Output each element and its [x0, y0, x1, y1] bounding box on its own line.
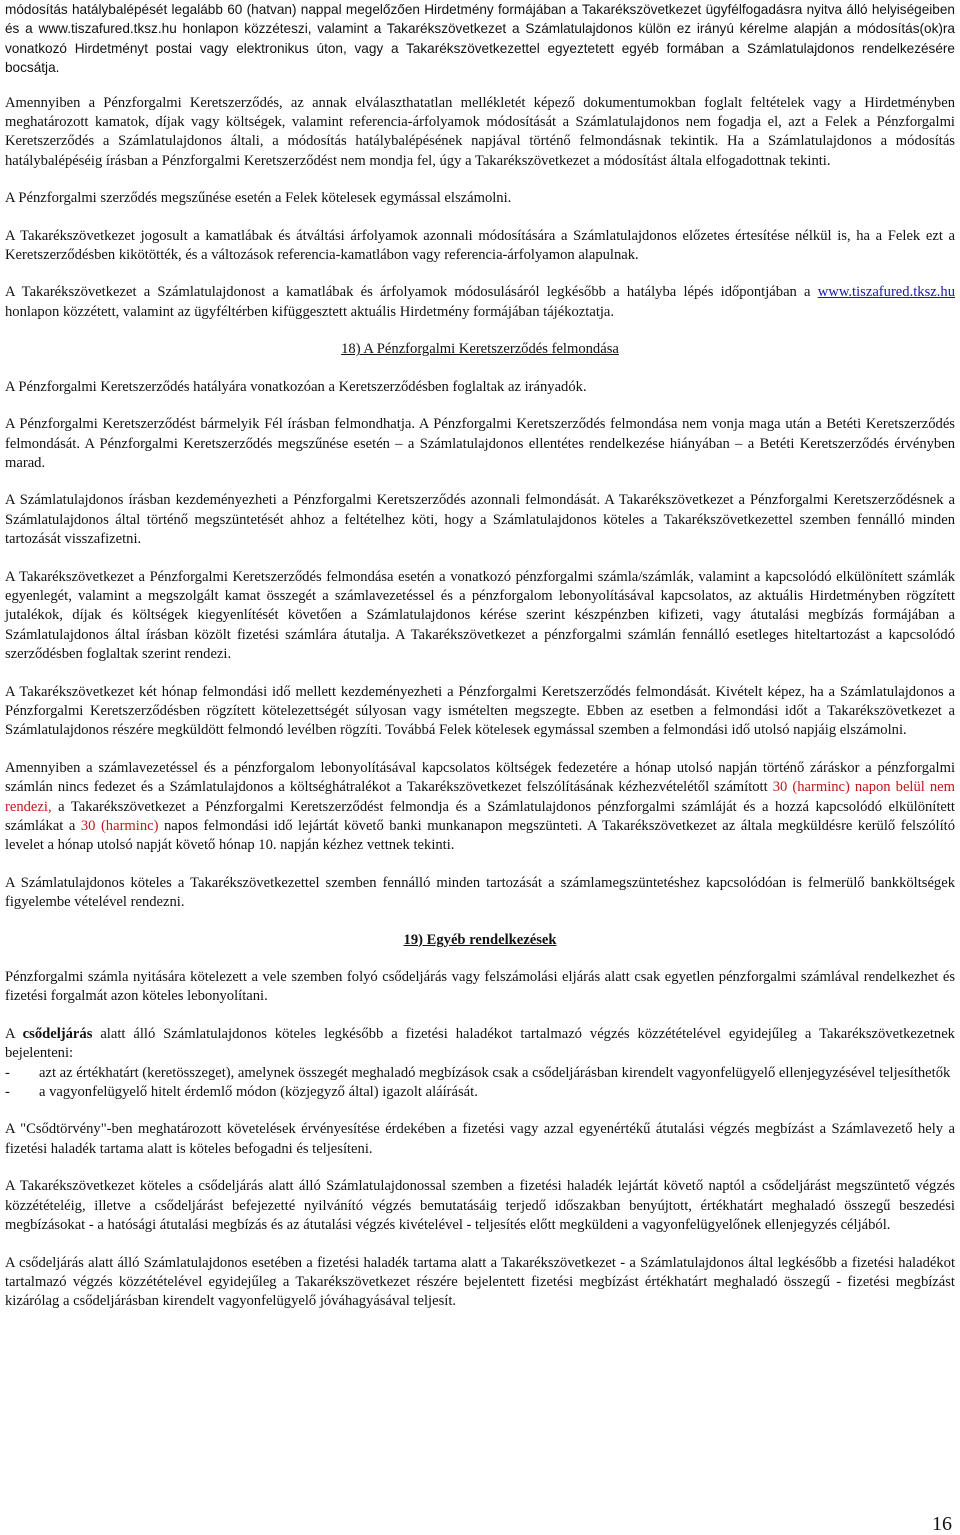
paragraph-rate-change: A Takarékszövetkezet jogosult a kamatlábak és átváltási árfolyamok azonnali módosítására a Számlatulajdonos előzetes értesítése nélkül is, ha a Felek ezt a Keretszerződésben kikötötték, és a változások referencia-kamatlábon vagy referencia-árfolyamon alapulnak. — [5, 227, 955, 264]
bold-term: csődeljárás — [22, 1025, 93, 1042]
paragraph-payment-approval: A csődeljárás alatt álló Számlatulajdonos esetében a fizetési haladék tartama alatt a Takarékszövetkezet - a Számlatulajdonos által legkésőbb a fizetési haladékot tartalmazó végzés közzétételével egyidejűleg a Takarékszövetkezet részére bejelentett fizetési megbízást értékhatárt meghaladó összegű - fizetési megbízást kizárólag a csődeljárásban kirendelt vagyonfelügyelő jóváhagyásával teljesít. — [5, 1254, 955, 1310]
paragraph-rate-notification: A Takarékszövetkezet a Számlatulajdonost a kamatlábak és árfolyamok módosulásáról legkésőbb a hatályba lépés időpontjában a www.tiszafured.tksz.hu honlapon közzétett, valamint az ügyféltérben kifüggesztett aktuális Hirdetmény formájában tájékoztatja. — [5, 284, 955, 320]
paragraph-collection-orders: A Takarékszövetkezet köteles a csődeljárás alatt álló Számlatulajdonossal szemben a fizetési haladék lejártát követő naptól a csődeljárást megszüntető végzés közzétételéig, illetve a csődeljárást befejezetté nyilvánító végzés bemutatásáig terjedő időszakban benyújtott, értékhatárt meghaladó összegű beszedési megbízásokat - a hatósági átutalási megbízás és az átutalási végzés kivételével - teljesítés előtt megküldeni a vagyonfelügyelőnek ellenjegyzés céljából. — [5, 1178, 955, 1234]
paragraph-immediate-termination: A Számlatulajdonos írásban kezdeményezheti a Pénzforgalmi Keretszerződés azonnali felmondását. A Takarékszövetkezet a Pénzforgalmi Keretszerződésnek a Számlatulajdonos által történő megszüntetését ahhoz a feltételhez köti, hogy a Számlatulajdonos köteles a Takarékszövetkezettel szemben fennálló minden tartozását visszafizetni. — [5, 492, 955, 548]
paragraph-bankruptcy-account: Pénzforgalmi számla nyitására kötelezett a vele szemben folyó csődeljárás vagy felszámolási eljárás alatt csak egyetlen pénzforgalmi számlával rendelkezhet és fizetési forgalmát azon köteles lebonyolítani. — [5, 969, 955, 1005]
paragraph-validity: A Pénzforgalmi Keretszerződés hatályára vonatkozóan a Keretszerződésben foglaltak az irányadók. — [5, 378, 587, 395]
website-link[interactable]: www.tiszafured.tksz.hu — [817, 284, 955, 301]
paragraph-publication: módosítás hatálybalépését legalább 60 (hatvan) nappal megelőzően Hirdetmény formájában a Takarékszövetkezet ügyfélfogadásra nyitva álló helyiségeiben és a www.tiszafured.tksz.hu honlapon közzéteszi, valamint a Takarékszövetkezet a Számlatulajdonos külön ez irányú kérelme alapján a módosítás(ok)ra vonatkozó Hirdetményt postai vagy elektronikus úton, vagy a Takarékszövetkezettel egyeztetett egyéb formában a Számlatulajdonos rendelkezésére bocsátja. — [5, 2, 955, 76]
highlight-deadline-2: 30 (harminc) — [80, 818, 159, 834]
paragraph-modification-rejection: Amennyiben a Pénzforgalmi Keretszerződés, az annak elválaszthatatlan mellékletét képező dokumentumokban foglalt feltételek vagy a Hirdetményben meghatározott kamatok, díjak vagy költségek, valamint referencia-árfolyamok módosítását a Számlatulajdonos nem fogadja el, azt a Felek a Pénzforgalmi Keretszerződés a Számlatulajdonos általi, a módosítás hatálybalépésének napjával történő felmondásnak tekintik. Ha a Számlatulajdonos a módosítás hatálybalépéséig írásban a Pénzforgalmi Keretszerződést nem mondja fel, úgy a Takarékszövetkezet a módosítást általa elfogadottnak tekinti. — [5, 94, 955, 169]
paragraph-settlement: A Pénzforgalmi szerződés megszűnése esetén a Felek kötelesek egymással elszámolni. — [5, 190, 512, 207]
highlight-deadline-1: 30 (harminc) napon belül nem rendezi, — [5, 779, 955, 815]
section-heading-18: 18) A Pénzforgalmi Keretszerződés felmondása — [341, 341, 619, 358]
section-heading-19: 19) Egyéb rendelkezések — [403, 931, 557, 948]
paragraph-cost-arrears: Amennyiben a számlavezetéssel és a pénzforgalom lebonyolításával kapcsolatos költségek fedezetére a hónap utolsó napján történő záráskor a pénzforgalmi számlán nincs fedezet és a Számlatulajdonos a költséghátralékot a Takarékszövetkezet felszólításának kézhezvételétől számított 30 (harminc) napon belül nem rendezi, a Takarékszövetkezet a Pénzforgalmi Keretszerződést felmondja és a Számlatulajdonos pénzforgalmi számláját és a hozzá kapcsolódó elkülönített számlákat a 30 (harminc) napos felmondási idő lejártát követő banki munkanapon megszünteti. A Takarékszövetkezet az általa megküldésre kerülő felszólító levelet a hónap utolsó napját követő hónap 10. napján kézhez vettnek tekinti. — [5, 759, 956, 854]
paragraph-termination-right: A Pénzforgalmi Keretszerződést bármelyik Fél írásban felmondhatja. A Pénzforgalmi Keretszerződés felmondása nem vonja maga után a Betéti Keretszerződés felmondását. A Pénzforgalmi Keretszerződés megszűnése esetén – a Számlatulajdonos ellentétes rendelkezése hiányában – a Betéti Keretszerződés érvényben marad. — [5, 416, 955, 471]
paragraph-bankruptcy-notify: A csődeljárás alatt álló Számlatulajdonos köteles legkésőbb a fizetési haladékot tartalmazó végzés közzétételével egyidejűleg a Takarékszövetkezetnek bejelenteni: — [5, 1025, 955, 1062]
list-item: - azt az értékhatárt (keretösszeget), amelynek összegét meghaladó megbízások csak a csődeljárásban kirendelt vagyonfelügyelő ellenjegyzésével teljesíthetők — [5, 1064, 951, 1081]
paragraph-notice-period: A Takarékszövetkezet két hónap felmondási idő mellett kezdeményezheti a Pénzforgalmi Keretszerződés felmondását. Kivételt képez, ha a Számlatulajdonos a Pénzforgalmi Keretszerződésben rögzített kötelezettségét súlyosan vagy ismételten megszegte. Ebben az esetben a felmondási időt a Takarékszövetkezet a Számlatulajdonos részére megküldött felmondó levélben rögzíti. Továbbá Felek kötelesek egymással szemben a felmondási idő utolsó napjáig elszámolni. — [5, 683, 955, 739]
paragraph-bankruptcy-law: A "Csődtörvény"-ben meghatározott követelések érvényesítése érdekében a fizetési vagy azzal egyenértékű átutalási végzés megbízást a Számlavezető hely a fizetési haladék tartama alatt is köteles befogadni és teljesíteni. — [5, 1121, 955, 1157]
page-number: 16 — [932, 1513, 952, 1535]
paragraph-balance-payout: A Takarékszövetkezet a Pénzforgalmi Keretszerződés felmondása esetén a vonatkozó pénzforgalmi számla/számlák, valamint a kapcsolódó elkülönített számlák egyenlegét, valamint a megszolgált kamat összegét a számlavezetéssel és a pénzforgalom lebonyolításával kapcsolatos, az aktuális Hirdetményben rögzített jutalékok, díjak és költségek kiegyenlítését követően a Számlatulajdonos kérése szerint készpénzben kifizeti, vagy átutalási megbízás formájában a Számlatulajdonos által írásban közölt fizetési számlára átutalja. A Takarékszövetkezet a pénzforgalmi számlán fennálló esetleges hiteltartozást a kapcsolódó szerződésben foglaltak szerint rendezi. — [5, 568, 955, 663]
paragraph-debt-settlement: A Számlatulajdonos köteles a Takarékszövetkezettel szemben fennálló minden tartozását a számlamegszüntetéshez kapcsolódóan is felmerülő bankköltségek figyelembe vételével rendezni. — [5, 874, 955, 911]
requirements-list — [5, 1064, 955, 1103]
list-item: - a vagyonfelügyelő hitelt érdemlő módon (közjegyző által) igazolt aláírását. — [5, 1084, 478, 1101]
